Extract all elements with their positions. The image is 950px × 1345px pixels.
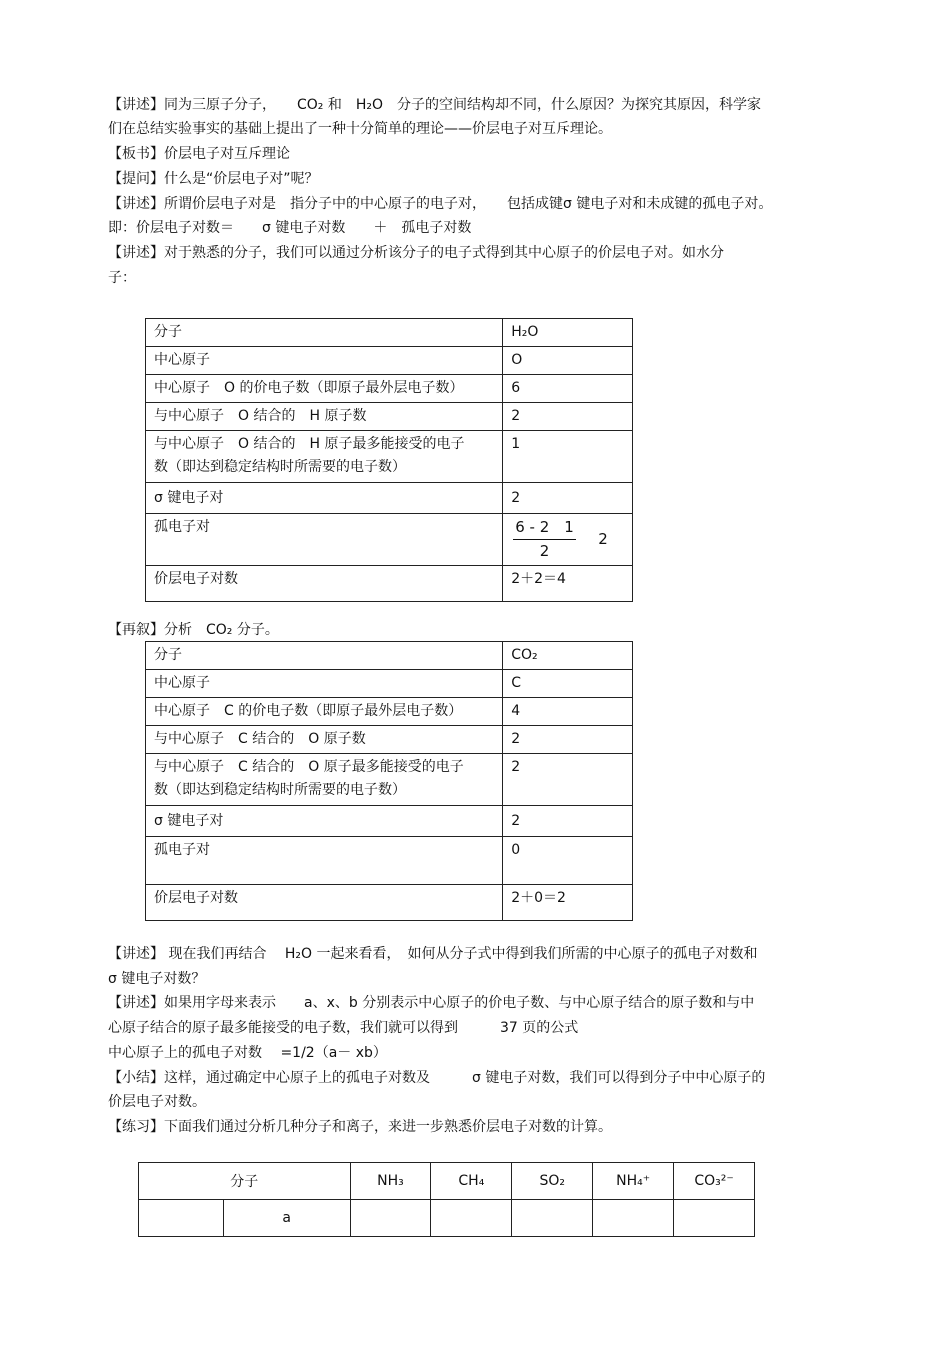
h2o-label-molecule: 分子	[146, 319, 503, 347]
co2-label-total: 价层电子对数	[146, 885, 503, 921]
exercise-header-so2: SO₂	[512, 1163, 593, 1200]
h2o-value-center: O	[503, 347, 633, 375]
co2-value-center: C	[503, 670, 633, 698]
para-intro-2: 们在总结实验事实的基础上提出了一种十分简单的理论——价层电子对互斥理论。	[108, 121, 612, 137]
table-row	[146, 670, 633, 698]
lone-pair-fraction	[513, 516, 576, 563]
table-row	[146, 566, 633, 602]
exercise-cell-so2-a[interactable]	[512, 1200, 593, 1237]
h2o-value-total: 2＋2＝4	[503, 566, 633, 602]
exercise-cell-ch4-a[interactable]	[431, 1200, 512, 1237]
co2-value-sigma: 2	[503, 806, 633, 837]
table-row	[146, 642, 633, 670]
table-row	[146, 698, 633, 726]
h2o-value-accept: 1	[503, 431, 633, 483]
co2-value-total: 2＋0＝2	[503, 885, 633, 921]
co2-label-sigma: σ 键电子对	[146, 806, 503, 837]
fraction-result: 2	[598, 530, 608, 548]
exercise-header-co3: CO₃²⁻	[674, 1163, 755, 1200]
h2o-label-sigma: σ 键电子对	[146, 483, 503, 514]
co2-label-center: 中心原子	[146, 670, 503, 698]
h2o-value-molecule: H₂O	[503, 319, 633, 347]
co2-value-bonded: 2	[503, 726, 633, 754]
co2-label-molecule: 分子	[146, 642, 503, 670]
para-definition: 【讲述】所谓价层电子对是 指分子中的中心原子的电子对， 包括成键σ 键电子对和未成键的孤电子对。	[108, 196, 773, 212]
exercise-header-nh3: NH₃	[350, 1163, 431, 1200]
table-row	[146, 431, 633, 483]
h2o-value-bonded: 2	[503, 403, 633, 431]
h2o-value-lone	[503, 514, 633, 566]
exercise-header-ch4: CH₄	[431, 1163, 512, 1200]
table-row	[146, 514, 633, 566]
para-exercise: 【练习】下面我们通过分析几种分子和离子，来进一步熟悉价层电子对数的计算。	[108, 1119, 612, 1135]
exercise-header-molecule: 分子	[139, 1163, 351, 1200]
para-lone-formula: 中心原子上的孤电子对数 =1/2（a－ xb）	[108, 1045, 387, 1061]
co2-label-lone: 孤电子对	[146, 837, 503, 885]
co2-label-bonded: 与中心原子 C 结合的 O 原子数	[146, 726, 503, 754]
table-row	[146, 403, 633, 431]
co2-label-accept: 与中心原子 C 结合的 O 原子最多能接受的电子 数（即达到稳定结构时所需要的电子数）	[146, 754, 503, 806]
h2o-label-total: 价层电子对数	[146, 566, 503, 602]
h2o-label-bonded: 与中心原子 O 结合的 H 原子数	[146, 403, 503, 431]
exercise-cell-nh3-a[interactable]	[350, 1200, 431, 1237]
h2o-value-sigma: 2	[503, 483, 633, 514]
table-row	[146, 885, 633, 921]
para-restate: 【再叙】分析 CO₂ 分子。	[108, 622, 279, 638]
co2-value-accept: 2	[503, 754, 633, 806]
exercise-cell-co3-a[interactable]	[674, 1200, 755, 1237]
exercise-row-label-a: a	[223, 1200, 350, 1237]
h2o-label-lone: 孤电子对	[146, 514, 503, 566]
h2o-label-center: 中心原子	[146, 347, 503, 375]
para-combine-2: σ 键电子对数？	[108, 971, 206, 987]
table-row	[146, 347, 633, 375]
table-row	[146, 806, 633, 837]
fraction-denominator: 2	[539, 542, 550, 560]
h2o-label-accept: 与中心原子 O 结合的 H 原子最多能接受的电子 数（即达到稳定结构时所需要的电子数）	[146, 431, 503, 483]
table-row	[139, 1163, 755, 1200]
co2-value-molecule: CO₂	[503, 642, 633, 670]
exercise-cell-empty	[139, 1200, 224, 1237]
h2o-table	[145, 318, 633, 602]
fraction-numerator: 6 - 2 1	[513, 516, 576, 540]
table-row	[139, 1200, 755, 1237]
para-letters-2: 心原子结合的原子最多能接受的电子数，我们就可以得到 37 页的公式	[108, 1020, 579, 1036]
table-row	[146, 837, 633, 885]
para-example-2: 子：	[108, 270, 136, 286]
table-row	[146, 319, 633, 347]
para-board: 【板书】价层电子对互斥理论	[108, 146, 290, 162]
para-example-1: 【讲述】对于熟悉的分子，我们可以通过分析该分子的电子式得到其中心原子的价层电子对。如水分	[108, 245, 724, 261]
para-combine-1: 【讲述】 现在我们再结合 H₂O 一起来看看， 如何从分子式中得到我们所需的中心原子的孤电子对数和	[108, 946, 758, 962]
co2-value-valence: 4	[503, 698, 633, 726]
para-summary-1: 【小结】这样，通过确定中心原子上的孤电子对数及 σ 键电子对数，我们可以得到分子中中心原子的	[108, 1070, 766, 1086]
exercise-header-nh4: NH₄⁺	[593, 1163, 674, 1200]
table-row	[146, 483, 633, 514]
table-row	[146, 726, 633, 754]
h2o-value-valence: 6	[503, 375, 633, 403]
para-question: 【提问】什么是“价层电子对”呢？	[108, 171, 319, 187]
co2-table	[145, 641, 633, 921]
para-summary-2: 价层电子对数。	[108, 1094, 206, 1110]
co2-value-lone: 0	[503, 837, 633, 885]
exercise-table	[138, 1162, 755, 1237]
para-formula: 即：价层电子对数＝ σ 键电子对数 ＋ 孤电子对数	[108, 220, 472, 236]
h2o-label-valence: 中心原子 O 的价电子数（即原子最外层电子数）	[146, 375, 503, 403]
table-row	[146, 754, 633, 806]
para-letters-1: 【讲述】如果用字母来表示 a、x、b 分别表示中心原子的价电子数、与中心原子结合的原子数和与中	[108, 995, 755, 1011]
para-intro-1: 【讲述】同为三原子分子， CO₂ 和 H₂O 分子的空间结构却不同，什么原因？为探究其原因，科学家	[108, 97, 762, 113]
exercise-cell-nh4-a[interactable]	[593, 1200, 674, 1237]
co2-label-valence: 中心原子 C 的价电子数（即原子最外层电子数）	[146, 698, 503, 726]
table-row	[146, 375, 633, 403]
